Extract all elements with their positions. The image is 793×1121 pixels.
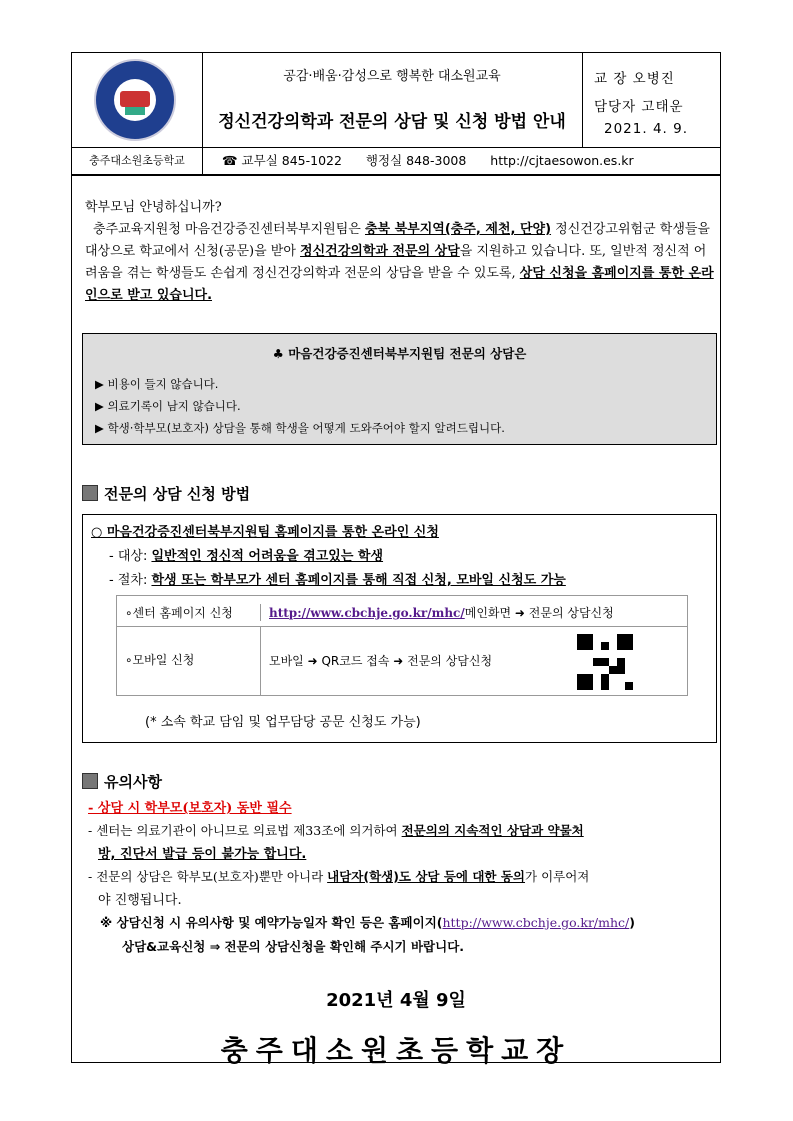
office-phone: ☎ 교무실 845-1022: [222, 153, 342, 168]
letterhead: [72, 53, 720, 147]
slogan: 공감·배움·감성으로 행복한 대소원교육: [283, 69, 501, 84]
note-homepage: ※ 상담신청 시 유의사항 및 예약가능일자 확인 등은 홈페이지(http://www.cbchje.go.kr/mhc/): [100, 915, 635, 930]
center-homepage-link[interactable]: http://www.cbchje.go.kr/mhc/: [269, 606, 465, 620]
benefits-heading: ♣ 마음건강증진센터북부지원팀 전문의 상담은: [272, 346, 527, 361]
school-emblem-icon: [94, 59, 176, 141]
issue-date: 2021. 4. 9.: [604, 121, 688, 137]
application-table: [116, 595, 688, 696]
principal-line: 교 장 오병진: [594, 71, 675, 87]
notes-homepage-link[interactable]: http://www.cbchje.go.kr/mhc/: [442, 915, 630, 930]
row1-label: ∘센터 홈페이지 신청: [117, 604, 261, 621]
note-medical-cont: 방, 진단서 발급 등이 불가능 합니다.: [98, 847, 307, 862]
approval-cell: [582, 53, 720, 147]
document-title: 정신건강의학과 전문의 상담 및 신청 방법 안내: [218, 112, 566, 132]
school-website-link[interactable]: http://cjtaesowon.es.kr: [490, 153, 634, 168]
closing-date: 2021년 4월 9일: [326, 990, 466, 1011]
document-page: [71, 52, 721, 1067]
principal-signature: 충주대소원초등학교장: [220, 1034, 572, 1067]
list-item: ▶ 비용이 들지 않습니다.: [95, 377, 219, 391]
consultation-benefits-box: [82, 333, 717, 445]
list-item: ▶ 학생·학부모(보호자) 상담을 통해 학생을 어떻게 도와주어야 할지 알려드립니다.: [95, 421, 505, 435]
manager-line: 담당자 고태운: [594, 99, 684, 115]
footnote: (* 소속 학교 담임 및 업무담당 공문 신청도 가능): [145, 715, 421, 730]
qr-code-icon[interactable]: [577, 634, 633, 690]
section-apply-method: 전문의 상담 신청 방법: [82, 483, 250, 504]
row2-value: 모바일 ➜ QR코드 접속 ➜ 전문의 상담신청: [269, 654, 493, 668]
target-line: - 대상: 일반적인 정신적 어려움을 겪고있는 학생: [109, 549, 384, 564]
note-consent-cont: 야 진행됩니다.: [98, 893, 182, 908]
square-bullet-icon: [82, 485, 98, 501]
online-application-title: ○ 마음건강증진센터북부지원팀 홈페이지를 통한 온라인 신청: [91, 525, 439, 540]
logo-cell: [72, 53, 203, 147]
greeting: 학부모님 안녕하십니까?: [85, 200, 222, 215]
admin-phone: 행정실 848-3008: [365, 153, 467, 168]
application-box: [82, 514, 717, 743]
school-name: 충주대소원초등학교: [72, 148, 203, 174]
list-item: ▶ 의료기록이 남지 않습니다.: [95, 399, 241, 413]
row2-label: ∘모바일 신청: [117, 626, 261, 695]
note-medical: - 센터는 의료기관이 아니므로 의료법 제33조에 의거하여 전문의의 지속적인 상담과 약물처: [88, 823, 584, 838]
section-notes: 유의사항: [82, 771, 162, 792]
intro-paragraph: 충주교육지원청 마음건강증진센터북부지원팀은 충북 북부지역(충주, 제천, 단양) 정신건강고위험군 학생들을 대상으로 학교에서 신청(공문)을 받아 정신건강의학과 전문의 상담을 지원하고 있습니다. 또, 일반적 정신적 어려움을 겪는 학생들도 손쉽게 정신건강의학과 전문의 상담을 받을 수 있도록, 상담 신청을 홈페이지를 통한 온라인으로 받고 있습니다.: [85, 222, 714, 303]
procedure-line: - 절차: 학생 또는 학부모가 센터 홈페이지를 통해 직접 신청, 모바일 신청도 가능: [109, 573, 566, 588]
contact-info: [202, 148, 720, 174]
title-cell: [202, 53, 583, 147]
note-homepage-cont: 상담&교육신청 ⇒ 전문의 상담신청을 확인해 주시기 바랍니다.: [122, 939, 465, 954]
contact-row: [72, 147, 720, 176]
note-guardian: - 상담 시 학부모(보호자) 동반 필수: [88, 801, 292, 816]
note-consent: - 전문의 상담은 학부모(보호자)뿐만 아니라 내담자(학생)도 상담 등에 대한 동의가 이루어져: [88, 869, 590, 884]
square-bullet-icon: [82, 773, 98, 789]
row1-value: http://www.cbchje.go.kr/mhc/메인화면 ➜ 전문의 상담신청: [269, 606, 614, 620]
